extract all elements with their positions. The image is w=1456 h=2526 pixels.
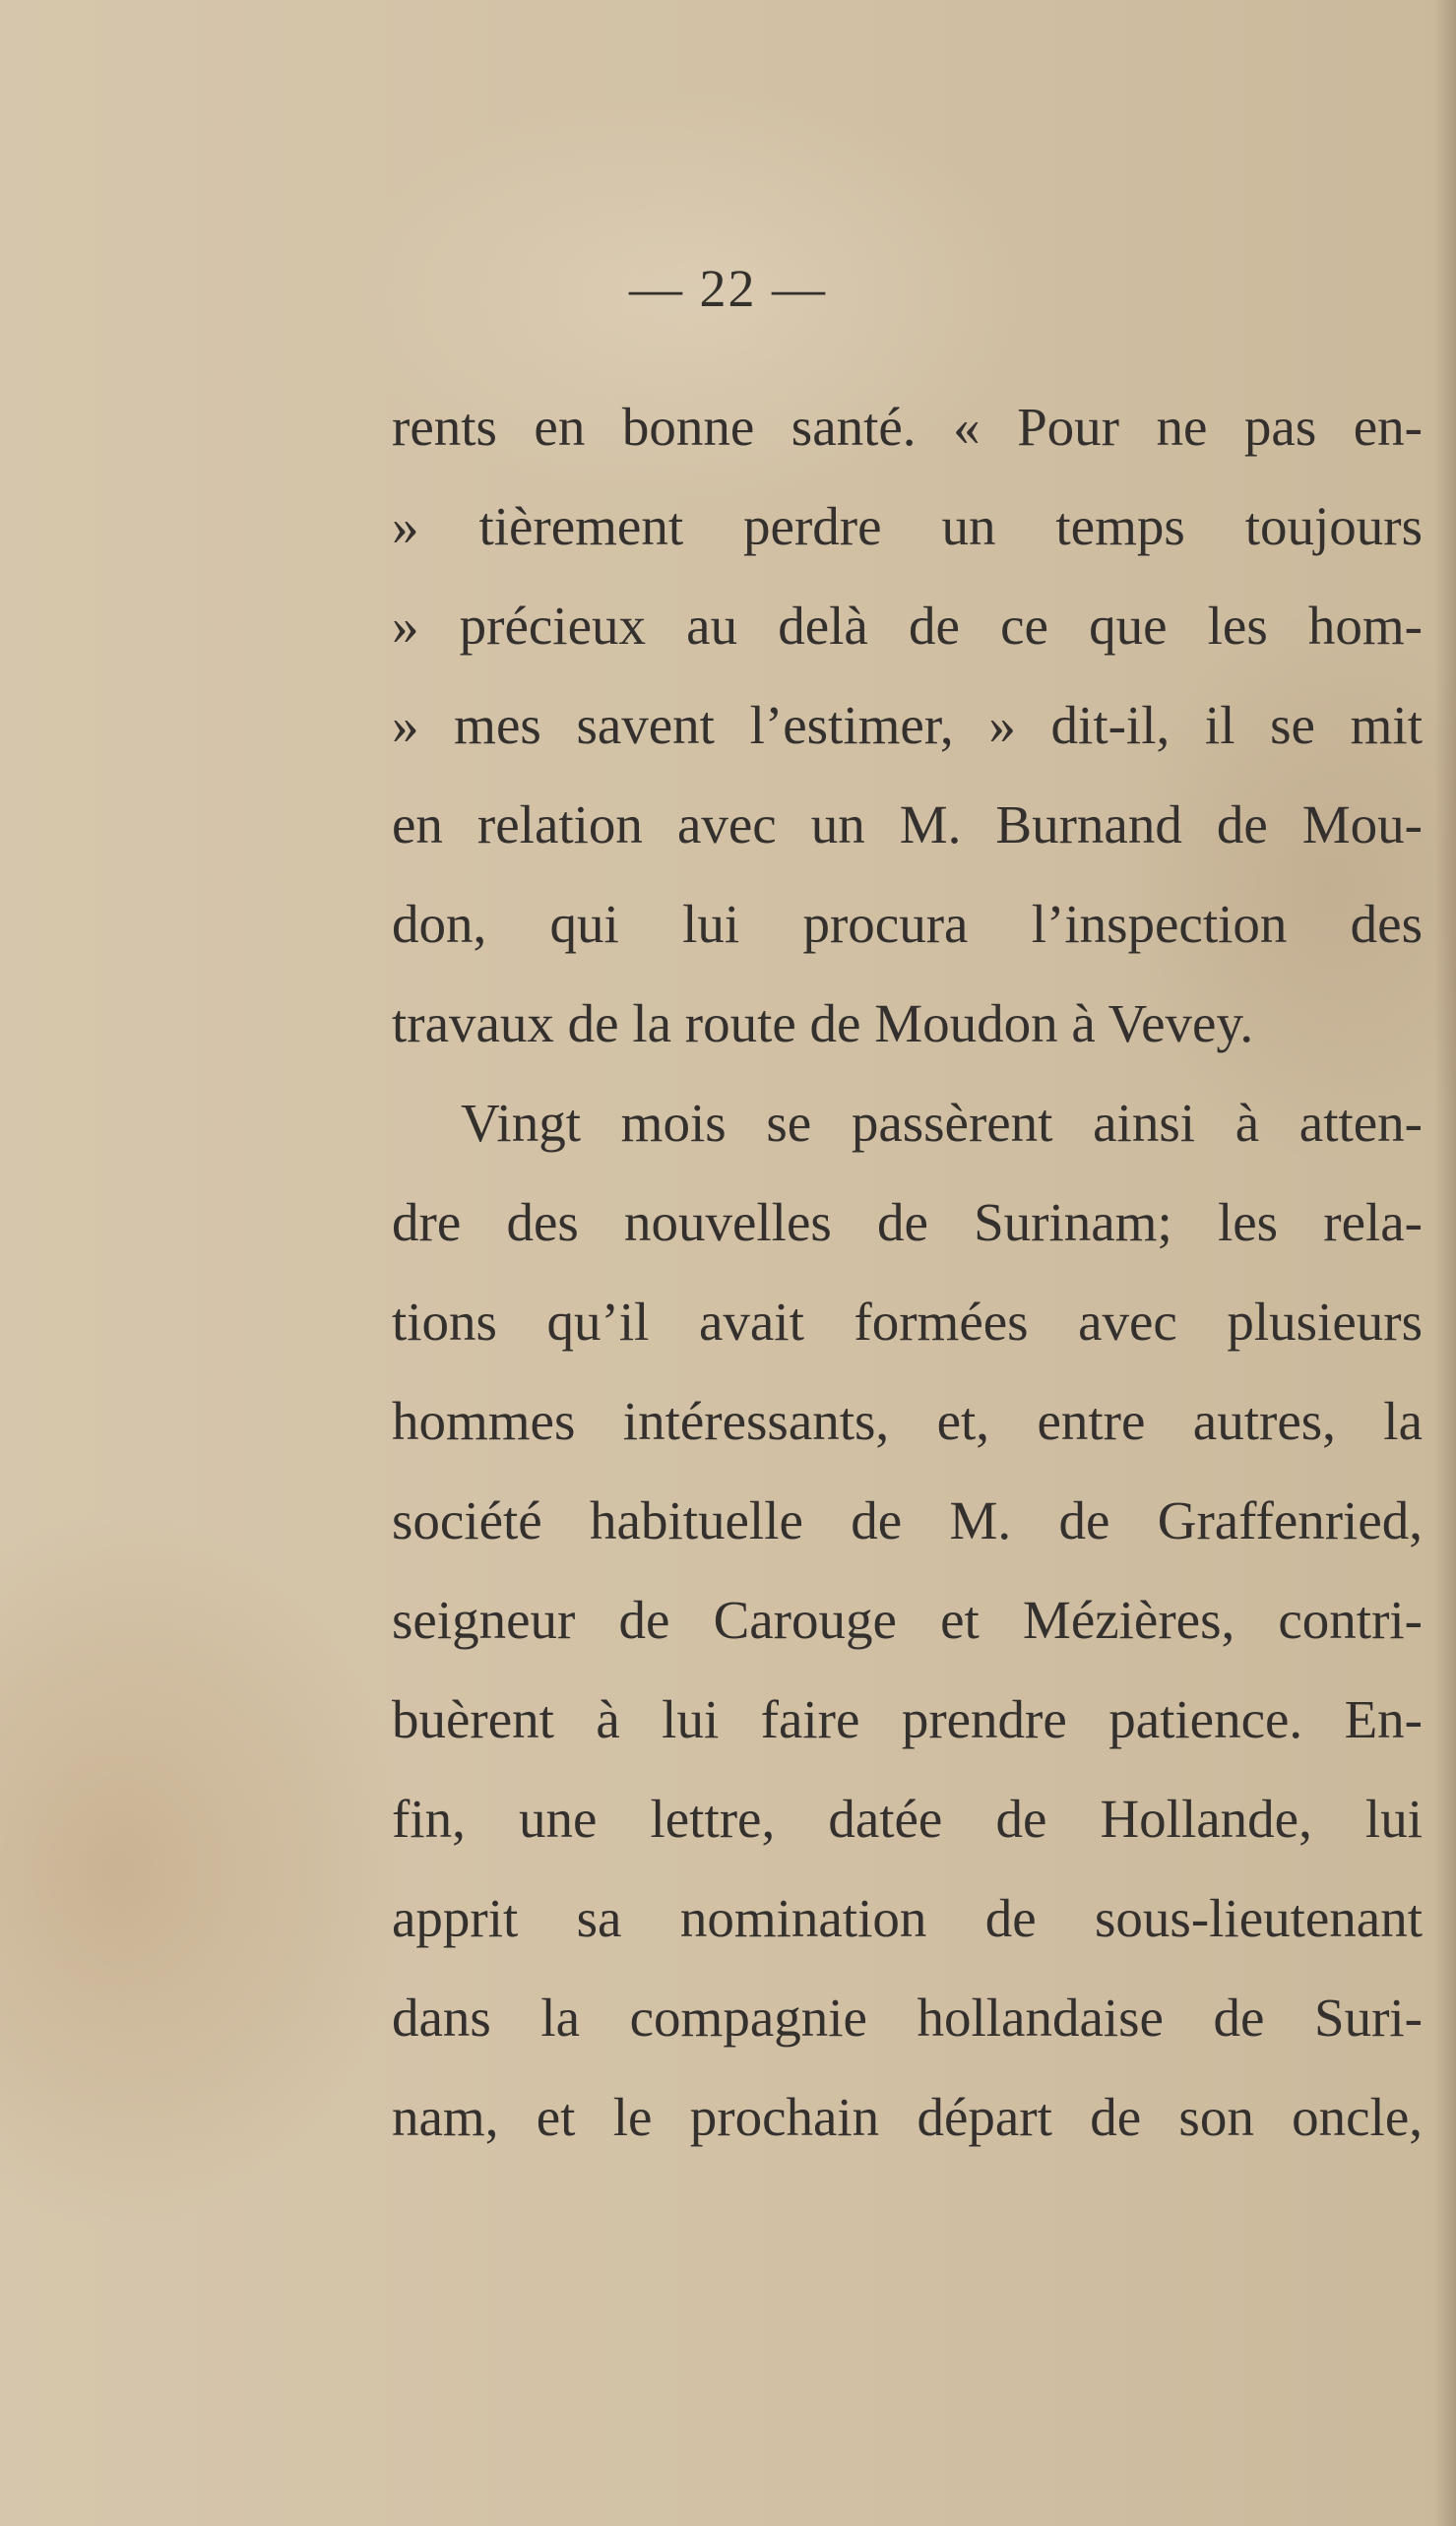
text-line: fin, une lettre, datée de Hollande, lui <box>392 1789 1423 1849</box>
text-line: en relation avec un M. Burnand de Mou- <box>392 794 1423 854</box>
text-line: buèrent à lui faire prendre patience. En- <box>392 1689 1423 1749</box>
text-line: hommes intéressants, et, entre autres, la <box>392 1391 1423 1451</box>
page-edge-shadow <box>1434 0 1456 2526</box>
text-line: don, qui lui procura l’inspection des <box>392 894 1423 954</box>
text-line: travaux de la route de Moudon à Vevey. <box>392 993 1254 1053</box>
text-line: » précieux au delà de ce que les hom- <box>392 596 1423 656</box>
text-line: rents en bonne santé. « Pour ne pas en- <box>392 397 1423 457</box>
text-line: » mes savent l’estimer, » dit-il, il se mit <box>392 695 1423 755</box>
text-line: nam, et le prochain départ de son oncle, <box>392 2087 1423 2147</box>
text-line: » tièrement perdre un temps toujours <box>392 496 1423 556</box>
text-line: seigneur de Carouge et Mézières, contri- <box>392 1590 1423 1650</box>
page-number: — 22 — <box>629 259 827 318</box>
paragraph-first-line: Vingt mois se passèrent ainsi à atten- <box>461 1093 1423 1153</box>
text-line: dre des nouvelles de Surinam; les rela- <box>392 1192 1423 1252</box>
text-line: apprit sa nomination de sous-lieutenant <box>392 1888 1423 1948</box>
text-line: société habituelle de M. de Graffenried, <box>392 1490 1423 1550</box>
text-line: tions qu’il avait formées avec plusieurs <box>392 1292 1423 1352</box>
body-text <box>392 377 1423 2167</box>
text-line: dans la compagnie hollandaise de Suri- <box>392 1988 1423 2048</box>
